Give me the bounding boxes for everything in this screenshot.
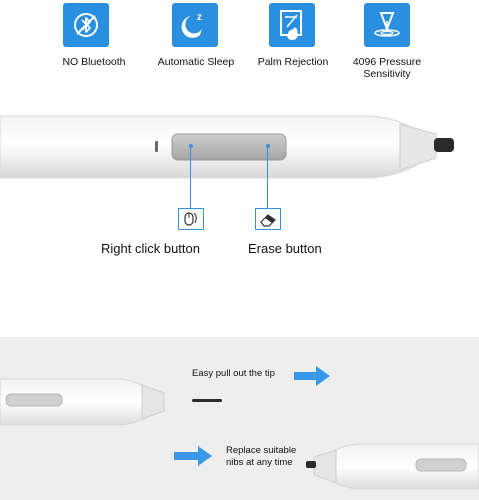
sleep-moon-icon [172,3,218,47]
feature-label-no-bluetooth: NO Bluetooth [62,56,126,68]
feature-label-palm-rejection: Palm Rejection [257,56,329,68]
stylus-pen-image [0,104,479,184]
right-click-button-label: Right click button [101,241,200,256]
mouse-click-icon [178,208,204,230]
feature-label-automatic-sleep: Automatic Sleep [157,56,235,68]
palm-rejection-icon [269,3,315,47]
pressure-nib-icon [364,3,410,47]
stylus-illustrations [0,337,479,500]
callout-line-right-click [190,146,191,208]
bluetooth-off-icon [63,3,109,47]
feature-label-pressure-sensitivity: 4096 Pressure Sensitivity [352,56,422,80]
arrow-right-icon [294,366,332,386]
eraser-icon [255,208,281,230]
nib-replacement-panel [0,337,479,500]
svg-text:z: z [197,12,202,23]
pull-out-tip-text: Easy pull out the tip [192,368,275,379]
erase-button-label: Erase button [248,241,322,256]
callout-line-erase [267,146,268,208]
arrow-right-icon-2 [174,446,214,466]
replace-nibs-text: Replace suitable nibs at any time [226,445,297,468]
